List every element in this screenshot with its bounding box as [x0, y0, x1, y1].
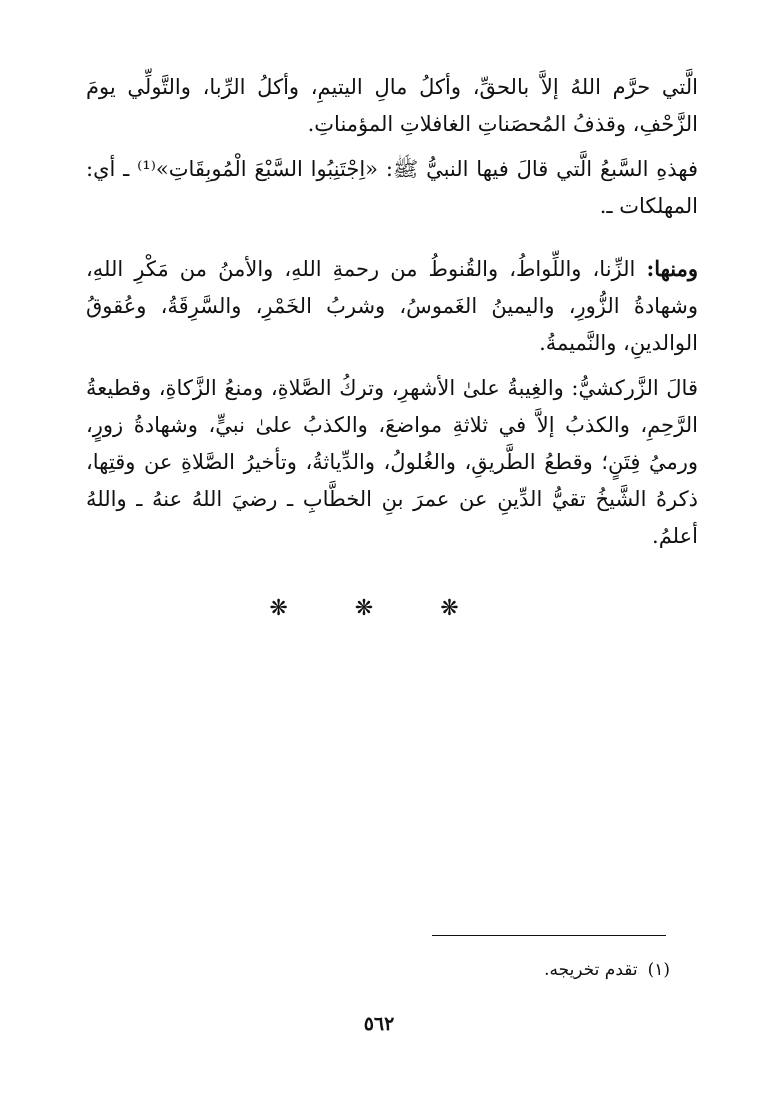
paragraph-1: [86, 68, 698, 143]
paragraph-1-text: الَّتي حرَّم اللهُ إلاَّ بالحقِّ، وأكلُ مالِ اليتيمِ، وأكلُ الرِّبا، والتَّولِّي يومَ الزَّحْفِ، وقذفُ المُحصَناتِ الغافلاتِ المؤمناتِ.: [86, 75, 698, 136]
footnote-text: تقدم تخريجه.: [544, 960, 638, 980]
section-separator-stars: ❋ ❋ ❋: [269, 596, 489, 621]
footnote-divider: [432, 935, 666, 936]
paragraph-2: [86, 150, 698, 225]
page-number: ٥٦٢: [363, 1013, 395, 1035]
paragraph-2-text: فهذهِ السَّبعُ الَّتي قالَ فيها النبيُّ ﷺ: «اِجْتَنِبُوا السَّبْعَ الْمُوبِقَاتِ»⁽¹⁾ ـ أي: المهلكات ـ.: [86, 157, 698, 218]
paragraph-3: [86, 250, 698, 362]
footnote-number: (١): [647, 960, 670, 980]
paragraph-4-text: قالَ الزَّركشيُّ: والغِيبةُ علىٰ الأشهرِ، وتركُ الصَّلاةِ، ومنعُ الزَّكاةِ، وقطيعةُ الرَّحِمِ، والكذبُ إلاَّ في ثلاثةِ مواضعَ، والكذبُ علىٰ نبيٍّ، وشهادةُ زورٍ، ورميُ فِتَنٍ؛ وقطعُ الطَّريقِ، والغُلولُ، والدِّياثةُ، وتأخيرُ الصَّلاةِ عن وقتِها، ذكرهُ الشَّيخُ تقيُّ الدِّينِ عن عمرَ بنِ الخطَّابِ ـ رضيَ اللهُ عنهُ ـ واللهُ أعلمُ.: [86, 376, 698, 548]
paragraph-3-text: الزِّنا، واللِّواطُ، والقُنوطُ من رحمةِ اللهِ، والأمنُ من مَكْرِ اللهِ، وشهادةُ الزُّورِ، واليمينُ الغَموسُ، وشربُ الخَمْرِ، والسَّرِقَةُ، وعُقوقُ الوالدينِ، والنَّميمةُ.: [86, 257, 698, 355]
paragraph-4: [86, 369, 698, 555]
footnote: [86, 958, 670, 982]
paragraph-3-lead: ومنها:: [646, 256, 698, 281]
